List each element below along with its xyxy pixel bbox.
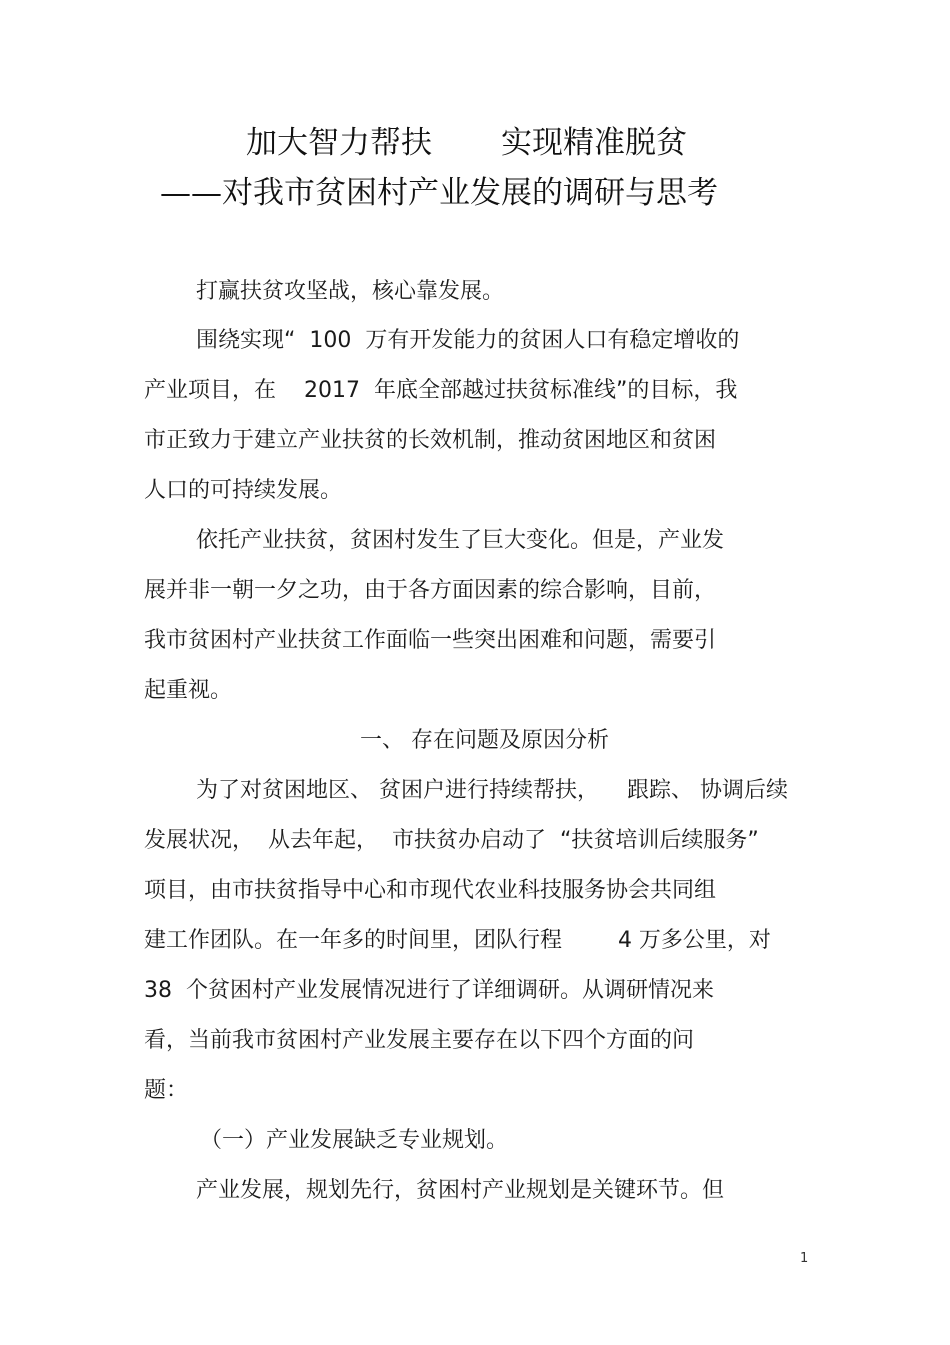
paragraph-line: 发展状况， 从去年起， 市扶贫办启动了 “扶贫培训后续服务” <box>144 828 759 853</box>
document-title-line2: ——对我市贫困村产业发展的调研与思考 <box>160 175 718 211</box>
paragraph-line: 38 个贫困村产业发展情况进行了详细调研。从调研情况来 <box>144 978 714 1003</box>
paragraph-line: 打赢扶贫攻坚战，核心靠发展。 <box>196 279 505 304</box>
paragraph-line: 建工作团队。在一年多的时间里，团队行程 4 万多公里，对 <box>144 928 771 953</box>
paragraph-line: 产业项目，在 2017 年底全部越过扶贫标准线”的目标，我 <box>144 378 738 403</box>
paragraph-line: 题： <box>144 1078 189 1103</box>
paragraph-line: 市正致力于建立产业扶贫的长效机制，推动贫困地区和贫困 <box>144 428 717 453</box>
document-title-line1: 加大智力帮扶 实现精准脱贫 <box>246 125 687 161</box>
paragraph-line: 产业发展，规划先行，贫困村产业规划是关键环节。但 <box>196 1178 725 1203</box>
paragraph-line: 我市贫困村产业扶贫工作面临一些突出困难和问题，需要引 <box>144 628 717 653</box>
paragraph-line: 展并非一朝一夕之功，由于各方面因素的综合影响，目前， <box>144 578 717 603</box>
section-heading: 一、 存在问题及原因分析 <box>360 728 609 753</box>
paragraph-line: 项目，由市扶贫指导中心和市现代农业科技服务协会共同组 <box>144 878 717 903</box>
paragraph-line: 依托产业扶贫，贫困村发生了巨大变化。但是，产业发 <box>196 528 725 553</box>
paragraph-line: 人口的可持续发展。 <box>144 478 343 503</box>
paragraph-line: 看，当前我市贫困村产业发展主要存在以下四个方面的问 <box>144 1028 695 1053</box>
paragraph-line: 起重视。 <box>144 678 233 703</box>
page-number: 1 <box>800 1251 809 1266</box>
paragraph-line: 围绕实现“ 100 万有开发能力的贫困人口有稳定增收的 <box>196 328 740 353</box>
subsection-heading: （一）产业发展缺乏专业规划。 <box>200 1128 509 1153</box>
paragraph-line: 为了对贫困地区、 贫困户进行持续帮扶， 跟踪、 协调后续 <box>196 778 788 803</box>
